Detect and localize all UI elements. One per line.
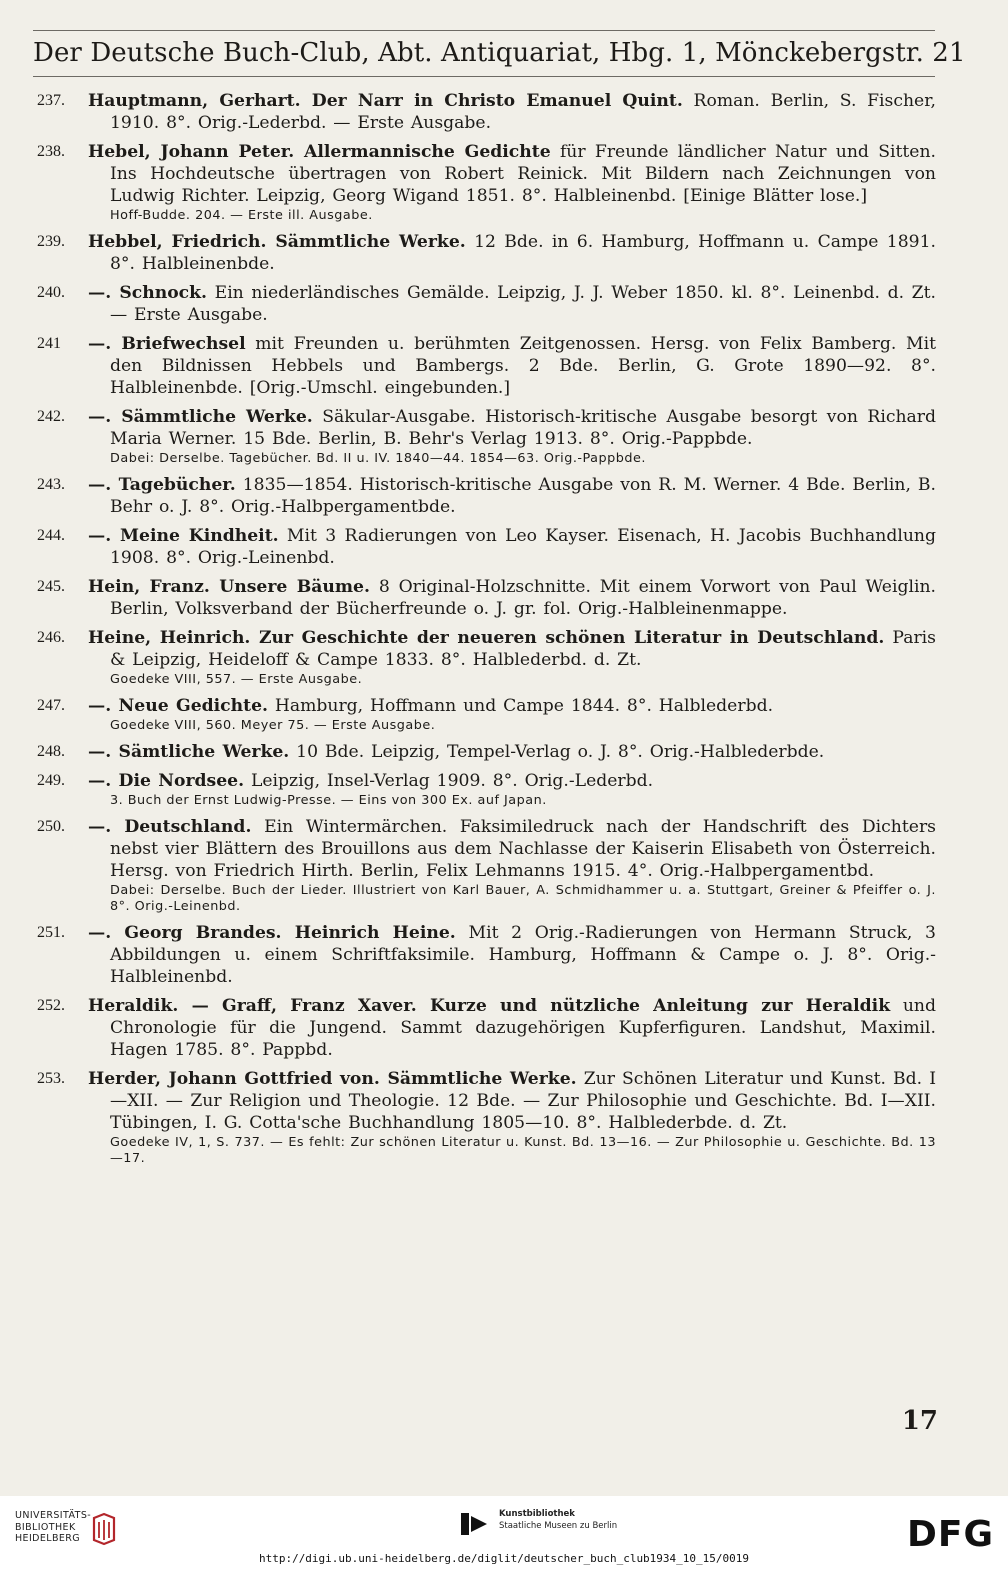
catalog-entry <box>0 282 936 326</box>
entry-description: Ein Wintermärchen. Faksimiledruck nach der Handschrift des Dichters nebst vier Blättern des Brouillons aus dem Nachlasse der Kaiserin Elisabeth von Österreich. Hersg. von Friedrich Hirth. Berlin, Felix Lehmanns 1915. 4°. Orig.-Halbpergamentbd. <box>110 817 936 881</box>
entry-description: 10 Bde. Leipzig, Tempel-Verlag o. J. 8°. Orig.-Halblederbde. <box>289 742 825 762</box>
dfg-logo[interactable]: DFG <box>906 1514 994 1555</box>
entry-note: Goedeke VIII, 557. — Erste Ausgabe. <box>110 672 363 687</box>
catalog-entry <box>0 406 936 467</box>
catalog-entry <box>0 1068 936 1167</box>
entry-description: Leipzig, Insel-Verlag 1909. 8°. Orig.-Lederbd. <box>244 771 654 791</box>
entry-number: 239. <box>37 233 65 250</box>
header-rule <box>33 76 935 77</box>
entry-heading: Hebel, Johann Peter. Allermannische Gedichte <box>88 142 551 162</box>
catalog-entry <box>0 816 936 915</box>
entry-number: 242. <box>37 408 65 425</box>
catalog-entry <box>0 525 936 569</box>
entry-note: Goedeke VIII, 560. Meyer 75. — Erste Ausgabe. <box>110 718 436 733</box>
catalog-entry <box>0 995 936 1061</box>
entry-description: Zur Schönen Literatur und Kunst. Bd. I—XII. — Zur Religion und Theologie. 12 Bde. — Zur Philosophie und Geschichte. Bd. I—XII. Tübingen, I. G. Cotta'sche Buchhandlung 1805—10. 8°. Halblederbde. d. Zt. <box>110 1069 936 1133</box>
entry-description: Hamburg, Hoffmann und Campe 1844. 8°. Halblederbd. <box>268 696 774 716</box>
entry-heading: —. Die Nordsee. <box>88 771 245 791</box>
entry-number: 250. <box>37 818 65 835</box>
kb-subtitle: Staatliche Museen zu Berlin <box>499 1521 618 1531</box>
entry-description: Paris & Leipzig, Heideloff & Campe 1833. 8°. Halblederbd. d. Zt. <box>110 628 936 670</box>
digitization-footer <box>0 1496 1008 1569</box>
ub-heidelberg-logo[interactable] <box>15 1510 91 1545</box>
entry-number: 248. <box>37 743 65 760</box>
catalog-entry <box>0 474 936 518</box>
entry-heading: —. Sämmtliche Werke. <box>88 407 313 427</box>
entry-heading: Hein, Franz. Unsere Bäume. <box>88 577 370 597</box>
entry-number: 244. <box>37 527 65 544</box>
entry-note: Dabei: Derselbe. Tagebücher. Bd. II u. IV. 1840—44. 1854—63. Orig.-Pappbde. <box>110 451 646 466</box>
entry-number: 237. <box>37 92 65 109</box>
entry-number: 245. <box>37 578 65 595</box>
kb-title: Kunstbibliothek <box>499 1509 575 1519</box>
top-rule <box>33 30 935 31</box>
catalog-entry <box>0 90 936 134</box>
entry-note: 3. Buch der Ernst Ludwig-Presse. — Eins von 300 Ex. auf Japan. <box>110 793 547 808</box>
entry-note: Dabei: Derselbe. Buch der Lieder. Illustriert von Karl Bauer, A. Schmidhammer u. a. Stuttgart, Greiner & Pfeiffer o. J. 8°. Orig.-Leinenbd. <box>110 883 936 914</box>
entry-heading: Heraldik. — Graff, Franz Xaver. Kurze und nützliche Anleitung zur Heraldik <box>88 996 891 1016</box>
entry-description: 1835—1854. Historisch-kritische Ausgabe von R. M. Werner. 4 Bde. Berlin, B. Behr o. J. 8°. Orig.-Halbpergamentbde. <box>110 475 936 517</box>
entry-description: 8 Original-Holzschnitte. Mit einem Vorwort von Paul Weiglin. Berlin, Volksverband der Bücherfreunde o. J. gr. fol. Orig.-Halbleinenmappe. <box>110 577 936 619</box>
entry-number: 251. <box>37 924 65 941</box>
ub-logo-line: UNIVERSITÄTS- <box>15 1510 92 1521</box>
entry-heading: Hebbel, Friedrich. Sämmtliche Werke. <box>88 232 466 252</box>
catalog-entry <box>0 333 936 399</box>
entry-description: Ein niederländisches Gemälde. Leipzig, J. J. Weber 1850. kl. 8°. Leinenbd. d. Zt. — Erste Ausgabe. <box>110 283 936 325</box>
entry-description: Säkular-Ausgabe. Historisch-kritische Ausgabe besorgt von Richard Maria Werner. 15 Bde. Berlin, B. Behr's Verlag 1913. 8°. Orig.-Pappbde. <box>110 407 936 449</box>
catalog-entry <box>0 770 936 809</box>
entry-description: Mit 2 Orig.-Radierungen von Hermann Struck, 3 Abbildungen u. einem Schriftfaksimile. Hamburg, Hoffmann & Campe o. J. 8°. Orig.-Halbleinenbd. <box>110 923 936 987</box>
page-header: Der Deutsche Buch-Club, Abt. Antiquariat, Hbg. 1, Mönckebergstr. 21 <box>33 38 966 68</box>
entry-number: 247. <box>37 697 65 714</box>
catalog-entry <box>0 627 936 688</box>
entry-list <box>0 90 1008 1174</box>
entry-heading: —. Deutschland. <box>88 817 252 837</box>
catalog-entry <box>0 922 936 988</box>
catalog-entry <box>0 576 936 620</box>
entry-description: Roman. Berlin, S. Fischer, 1910. 8°. Orig.-Lederbd. — Erste Ausgabe. <box>110 91 937 133</box>
entry-heading: —. Georg Brandes. Heinrich Heine. <box>88 923 456 943</box>
permalink-url[interactable]: http://digi.ub.uni-heidelberg.de/diglit/deutscher_buch_club1934_10_15/0019 <box>258 1552 750 1565</box>
entry-heading: —. Schnock. <box>88 283 208 303</box>
entry-number: 238. <box>37 143 65 160</box>
entry-number: 246. <box>37 629 65 646</box>
kunstbibliothek-icon <box>459 1510 489 1538</box>
entry-description: mit Freunden u. berühmten Zeitgenossen. Hersg. von Felix Bamberg. Mit den Bildnissen Hebbels und Bambergs. 2 Bde. Berlin, G. Grote 1890—92. 8°. Halbleinenbde. [Orig.-Umschl. eingebunden.] <box>110 334 936 398</box>
entry-description: für Freunde ländlicher Natur und Sitten. Ins Hochdeutsche übertragen von Robert Reinick. Mit Bildern nach Zeichnungen von Ludwig Richter. Leipzig, Georg Wigand 1851. 8°. Halbleinenbd. [Einige Blätter lose.] <box>110 142 936 206</box>
kunstbibliothek-logo[interactable] <box>499 1508 617 1532</box>
entry-heading: Heine, Heinrich. Zur Geschichte der neueren schönen Literatur in Deutschland. <box>88 628 885 648</box>
entry-heading: —. Tagebücher. <box>88 475 236 495</box>
catalog-entry <box>0 141 936 224</box>
entry-heading: —. Meine Kindheit. <box>88 526 279 546</box>
entry-note: Hoff-Budde. 204. — Erste ill. Ausgabe. <box>110 208 373 223</box>
entry-note: Goedeke IV, 1, S. 737. — Es fehlt: Zur schönen Literatur u. Kunst. Bd. 13—16. — Zur Philosophie u. Geschichte. Bd. 13—17. <box>110 1135 936 1166</box>
entry-heading: Hauptmann, Gerhart. Der Narr in Christo Emanuel Quint. <box>88 91 683 111</box>
entry-number: 252. <box>37 997 65 1014</box>
page-number: 17 <box>901 1406 938 1436</box>
catalog-entry <box>0 695 936 734</box>
entry-description: und Chronologie für die Jungend. Sammt dazugehörigen Kupferfiguren. Landshut, Maximil. Hagen 1785. 8°. Pappbd. <box>110 996 936 1060</box>
entry-number: 253. <box>37 1070 65 1087</box>
entry-heading: —. Briefwechsel <box>88 334 246 354</box>
entry-heading: —. Neue Gedichte. <box>88 696 268 716</box>
entry-number: 243. <box>37 476 65 493</box>
catalog-entry <box>0 231 936 275</box>
entry-description: Mit 3 Radierungen von Leo Kayser. Eisenach, H. Jacobis Buchhandlung 1908. 8°. Orig.-Leinenbd. <box>110 526 936 568</box>
entry-number: 240. <box>37 284 65 301</box>
entry-number: 249. <box>37 772 65 789</box>
entry-heading: —. Sämtliche Werke. <box>88 742 290 762</box>
entry-description: 12 Bde. in 6. Hamburg, Hoffmann u. Campe 1891. 8°. Halbleinenbde. <box>110 232 936 274</box>
entry-number: 241 <box>37 335 61 352</box>
entry-heading: Herder, Johann Gottfried von. Sämmtliche Werke. <box>88 1069 577 1089</box>
catalog-entry <box>0 741 936 763</box>
ub-logo-line: BIBLIOTHEK <box>15 1521 76 1533</box>
ub-logo-line: HEIDELBERG <box>15 1533 81 1544</box>
ub-emblem-icon <box>90 1510 118 1546</box>
